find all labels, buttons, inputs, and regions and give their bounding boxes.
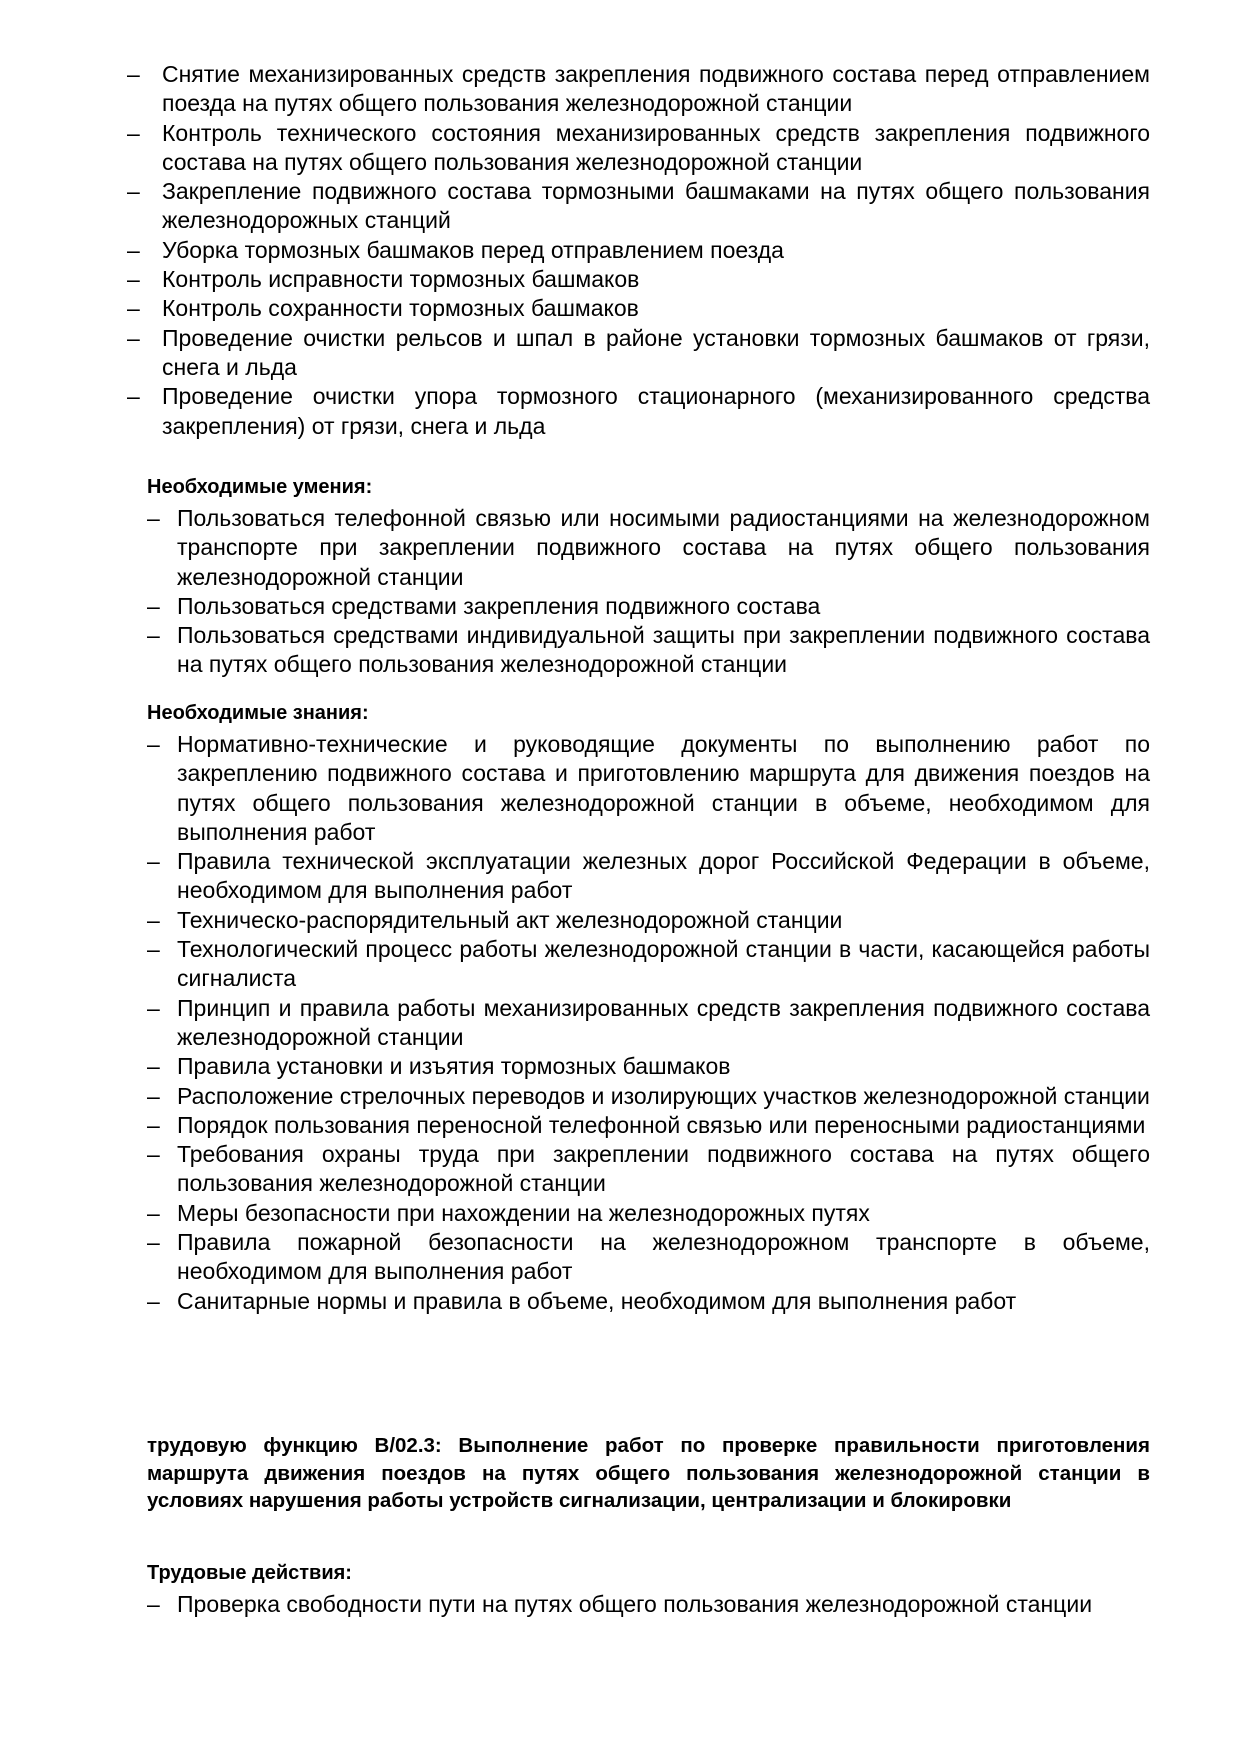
skills-section xyxy=(147,474,1150,680)
dash-bullet-icon: – xyxy=(127,61,140,87)
knowledge-list xyxy=(147,730,1150,1316)
dash-bullet-icon: – xyxy=(127,324,140,351)
knowledge-heading: Необходимые знания: xyxy=(147,702,369,724)
list-item xyxy=(147,1111,1150,1140)
dash-bullet-icon: – xyxy=(147,1199,160,1226)
list-item-text: Контроль исправности тормозных башмаков xyxy=(162,266,640,293)
labor-actions-heading: Трудовые действия: xyxy=(147,1562,352,1584)
skills-list xyxy=(147,504,1150,680)
dash-bullet-icon: – xyxy=(147,1141,160,1168)
dash-bullet-icon: – xyxy=(127,236,140,263)
list-item-text: Технологический процесс работы железнодорожной станции в части, касающейся работы сигналиста xyxy=(177,936,1150,992)
list-item-text: Порядок пользования переносной телефонной связью или переносными радиостанциями xyxy=(177,1111,1146,1138)
dash-bullet-icon: – xyxy=(127,295,140,322)
labor-actions-continued-list xyxy=(127,60,1150,441)
knowledge-section xyxy=(147,700,1150,1316)
list-item-text: Контроль технического состояния механизированных средств закрепления подвижного состава на путях общего пользования железнодорожной станции xyxy=(162,119,1150,175)
list-item-text: Проведение очистки рельсов и шпал в районе установки тормозных башмаков от грязи, снега и льда xyxy=(162,324,1150,380)
list-item-text: Уборка тормозных башмаков перед отправлением поезда xyxy=(162,236,784,263)
list-item xyxy=(147,504,1150,592)
list-item-text: Расположение стрелочных переводов и изолирующих участков железнодорожной станции xyxy=(177,1082,1150,1109)
dash-bullet-icon: – xyxy=(127,383,140,410)
list-item xyxy=(127,119,1150,178)
list-item xyxy=(127,177,1150,236)
labor-actions-section xyxy=(147,1560,1150,1619)
list-item-text: Техническо-распорядительный акт железнодорожной станции xyxy=(177,906,843,933)
list-item xyxy=(127,382,1150,441)
list-item-text: Снятие механизированных средств закрепления подвижного состава перед отправлением поезда на путях общего пользования железнодорожной станции xyxy=(162,61,1150,117)
dash-bullet-icon: – xyxy=(147,994,160,1021)
list-item xyxy=(147,621,1150,680)
list-item xyxy=(147,1140,1150,1199)
list-item xyxy=(147,847,1150,906)
list-item-text: Санитарные нормы и правила в объеме, необходимом для выполнения работ xyxy=(177,1287,1017,1314)
list-item xyxy=(147,994,1150,1053)
list-item xyxy=(127,265,1150,294)
list-item-text: Правила технической эксплуатации железных дорог Российской Федерации в объеме, необходимом для выполнения работ xyxy=(177,848,1150,904)
list-item xyxy=(147,1228,1150,1287)
list-item xyxy=(127,236,1150,265)
list-item-text: Пользоваться телефонной связью или носимыми радиостанциями на железнодорожном транспорте при закреплении подвижного состава на путях общего пользования железнодорожной станции xyxy=(177,505,1150,590)
list-item xyxy=(147,592,1150,621)
list-item xyxy=(147,1052,1150,1081)
dash-bullet-icon: – xyxy=(147,1287,160,1314)
list-item xyxy=(127,324,1150,383)
list-item-text: Нормативно-технические и руководящие документы по выполнению работ по закреплению подвижного состава и приготовлению маршрута для движения поездов на путях общего пользования железнодорожной станции в объеме, необходимом для выполнения работ xyxy=(177,731,1150,845)
dash-bullet-icon: – xyxy=(147,505,160,531)
dash-bullet-icon: – xyxy=(147,592,160,619)
list-item-text: Правила установки и изъятия тормозных башмаков xyxy=(177,1053,731,1080)
dash-bullet-icon: – xyxy=(127,119,140,146)
labor-actions-list xyxy=(147,1590,1150,1619)
list-item-text: Требования охраны труда при закреплении подвижного состава на путях общего пользования железнодорожной станции xyxy=(177,1141,1150,1197)
dash-bullet-icon: – xyxy=(147,1111,160,1138)
list-item-text: Проверка свободности пути на путях общего пользования железнодорожной станции xyxy=(177,1591,1093,1617)
dash-bullet-icon: – xyxy=(147,1591,160,1617)
skills-heading: Необходимые умения: xyxy=(147,476,373,498)
list-item xyxy=(147,1082,1150,1111)
dash-bullet-icon: – xyxy=(127,266,140,293)
list-item xyxy=(147,906,1150,935)
list-item xyxy=(147,730,1150,847)
dash-bullet-icon: – xyxy=(147,936,160,963)
list-item-text: Пользоваться средствами закрепления подвижного состава xyxy=(177,592,821,619)
list-item-text: Меры безопасности при нахождении на железнодорожных путях xyxy=(177,1199,870,1226)
list-item-text: Пользоваться средствами индивидуальной защиты при закреплении подвижного состава на путях общего пользования железнодорожной станции xyxy=(177,622,1150,678)
list-item xyxy=(127,294,1150,323)
list-item xyxy=(127,60,1150,119)
list-item xyxy=(147,1287,1150,1316)
dash-bullet-icon: – xyxy=(147,1053,160,1080)
list-item xyxy=(147,1199,1150,1228)
dash-bullet-icon: – xyxy=(147,1082,160,1109)
list-item-text: Проведение очистки упора тормозного стационарного (механизированного средства закрепления) от грязи, снега и льда xyxy=(162,383,1150,439)
dash-bullet-icon: – xyxy=(147,622,160,649)
list-item-text: Правила пожарной безопасности на железнодорожном транспорте в объеме, необходимом для выполнения работ xyxy=(177,1229,1150,1285)
labor-function-title: трудовую функцию B/02.3: Выполнение работ по проверке правильности приготовления маршрута движения поездов на путях общего пользования железнодорожной станции в условиях нарушения работы устройств сигнализации, централизации и блокировки xyxy=(147,1434,1150,1512)
list-item-text: Принцип и правила работы механизированных средств закрепления подвижного состава железнодорожной станции xyxy=(177,994,1150,1050)
list-item-text: Закрепление подвижного состава тормозными башмаками на путях общего пользования железнодорожных станций xyxy=(162,178,1150,234)
dash-bullet-icon: – xyxy=(127,178,140,205)
list-item xyxy=(147,935,1150,994)
dash-bullet-icon: – xyxy=(147,848,160,875)
dash-bullet-icon: – xyxy=(147,1229,160,1256)
list-item xyxy=(147,1590,1150,1619)
dash-bullet-icon: – xyxy=(147,731,160,757)
list-item-text: Контроль сохранности тормозных башмаков xyxy=(162,295,639,322)
dash-bullet-icon: – xyxy=(147,906,160,933)
